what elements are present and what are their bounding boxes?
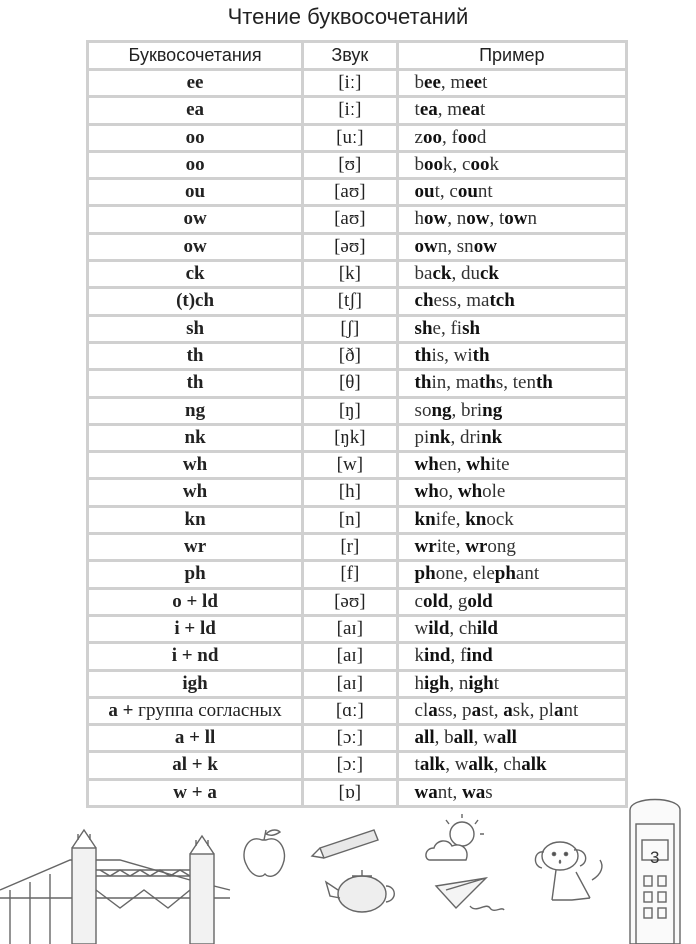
cell-combination: i + nd bbox=[89, 644, 304, 671]
table-row bbox=[89, 98, 628, 125]
cell-example: write, wrong bbox=[399, 535, 628, 562]
cell-combination: ee bbox=[89, 71, 304, 98]
page-number: 3 bbox=[650, 848, 660, 867]
cell-combination: wh bbox=[89, 453, 304, 480]
cell-sound: [əʊ] bbox=[304, 235, 398, 262]
cell-example: class, past, ask, plant bbox=[399, 699, 628, 726]
cell-sound: [h] bbox=[304, 480, 398, 507]
cell-sound: [aʊ] bbox=[304, 180, 398, 207]
cell-example: who, whole bbox=[399, 480, 628, 507]
table-row bbox=[89, 399, 628, 426]
cell-combination: ck bbox=[89, 262, 304, 289]
cell-combination: oo bbox=[89, 153, 304, 180]
cell-sound: [iː] bbox=[304, 98, 398, 125]
decorative-illustrations bbox=[0, 790, 696, 944]
table-row bbox=[89, 480, 628, 507]
cell-example: back, duck bbox=[399, 262, 628, 289]
cell-example: knife, knock bbox=[399, 508, 628, 535]
cell-example: this, with bbox=[399, 344, 628, 371]
pencil-icon bbox=[312, 830, 378, 858]
table-row bbox=[89, 726, 628, 753]
cell-sound: [n] bbox=[304, 508, 398, 535]
cell-sound: [ɔː] bbox=[304, 726, 398, 753]
cell-example: talk, walk, chalk bbox=[399, 753, 628, 780]
teapot-icon bbox=[326, 870, 394, 912]
cell-combination: a + группа согласных bbox=[89, 699, 304, 726]
table-row bbox=[89, 126, 628, 153]
cell-combination: ow bbox=[89, 235, 304, 262]
header-combinations: Буквосочетания bbox=[89, 43, 304, 71]
cell-combination: al + k bbox=[89, 753, 304, 780]
table-row bbox=[89, 289, 628, 316]
cell-combination: ou bbox=[89, 180, 304, 207]
table-row bbox=[89, 262, 628, 289]
cell-sound: [ɒ] bbox=[304, 781, 398, 808]
cell-example: how, now, town bbox=[399, 207, 628, 234]
cell-example: phone, elephant bbox=[399, 562, 628, 589]
table-row bbox=[89, 153, 628, 180]
table-row bbox=[89, 699, 628, 726]
cell-combination: th bbox=[89, 371, 304, 398]
cell-sound: [aɪ] bbox=[304, 644, 398, 671]
cell-combination: oo bbox=[89, 126, 304, 153]
cell-example: high, night bbox=[399, 672, 628, 699]
page-title: Чтение буквосочетаний bbox=[227, 4, 469, 29]
cell-sound: [aʊ] bbox=[304, 207, 398, 234]
tower-bridge-icon bbox=[0, 830, 230, 944]
cell-sound: [aɪ] bbox=[304, 617, 398, 644]
cell-sound: [ʃ] bbox=[304, 317, 398, 344]
cell-sound: [tʃ] bbox=[304, 289, 398, 316]
cell-sound: [əʊ] bbox=[304, 590, 398, 617]
cell-combination: (t)ch bbox=[89, 289, 304, 316]
table-row bbox=[89, 644, 628, 671]
cell-example: out, count bbox=[399, 180, 628, 207]
paper-plane-icon bbox=[436, 878, 504, 910]
cell-sound: [ɑː] bbox=[304, 699, 398, 726]
cell-combination: ng bbox=[89, 399, 304, 426]
cell-combination: wh bbox=[89, 480, 304, 507]
phone-box-icon bbox=[630, 800, 680, 944]
apple-icon bbox=[244, 830, 285, 876]
cell-example: when, white bbox=[399, 453, 628, 480]
cell-sound: [ɔː] bbox=[304, 753, 398, 780]
cell-combination: th bbox=[89, 344, 304, 371]
cell-example: wild, child bbox=[399, 617, 628, 644]
cell-sound: [ʊ] bbox=[304, 153, 398, 180]
cell-sound: [ð] bbox=[304, 344, 398, 371]
puppy-icon bbox=[535, 842, 602, 900]
table-row bbox=[89, 453, 628, 480]
table-row bbox=[89, 617, 628, 644]
table-row bbox=[89, 753, 628, 780]
cell-example: all, ball, wall bbox=[399, 726, 628, 753]
cell-combination: a + ll bbox=[89, 726, 304, 753]
cell-combination: w + a bbox=[89, 781, 304, 808]
table-row bbox=[89, 590, 628, 617]
header-example: Пример bbox=[399, 43, 628, 71]
cell-example: song, bring bbox=[399, 399, 628, 426]
cell-example: bee, meet bbox=[399, 71, 628, 98]
cell-combination: igh bbox=[89, 672, 304, 699]
cell-combination: wr bbox=[89, 535, 304, 562]
cell-example: cold, gold bbox=[399, 590, 628, 617]
letter-combinations-table bbox=[86, 40, 628, 808]
cell-sound: [k] bbox=[304, 262, 398, 289]
cell-sound: [ŋk] bbox=[304, 426, 398, 453]
cell-sound: [r] bbox=[304, 535, 398, 562]
cell-example: chess, match bbox=[399, 289, 628, 316]
cell-sound: [iː] bbox=[304, 71, 398, 98]
cell-example: own, snow bbox=[399, 235, 628, 262]
table-row bbox=[89, 672, 628, 699]
cell-sound: [aɪ] bbox=[304, 672, 398, 699]
cell-example: zoo, food bbox=[399, 126, 628, 153]
cell-combination: kn bbox=[89, 508, 304, 535]
table-row bbox=[89, 344, 628, 371]
cell-sound: [ŋ] bbox=[304, 399, 398, 426]
table-row bbox=[89, 71, 628, 98]
table-row bbox=[89, 207, 628, 234]
cell-combination: sh bbox=[89, 317, 304, 344]
table-header-row bbox=[89, 43, 628, 71]
cell-example: pink, drink bbox=[399, 426, 628, 453]
cell-combination: ow bbox=[89, 207, 304, 234]
cell-combination: nk bbox=[89, 426, 304, 453]
cell-combination: o + ld bbox=[89, 590, 304, 617]
table-row bbox=[89, 371, 628, 398]
cell-sound: [θ] bbox=[304, 371, 398, 398]
header-sound: Звук bbox=[304, 43, 398, 71]
cell-example: kind, find bbox=[399, 644, 628, 671]
cell-sound: [w] bbox=[304, 453, 398, 480]
cell-example: want, was bbox=[399, 781, 628, 808]
cell-combination: ph bbox=[89, 562, 304, 589]
cell-example: she, fish bbox=[399, 317, 628, 344]
cell-combination: ea bbox=[89, 98, 304, 125]
table-row bbox=[89, 508, 628, 535]
cell-example: tea, meat bbox=[399, 98, 628, 125]
cell-sound: [f] bbox=[304, 562, 398, 589]
cell-example: thin, maths, tenth bbox=[399, 371, 628, 398]
table-row bbox=[89, 317, 628, 344]
table-row bbox=[89, 562, 628, 589]
cloud-sun-icon bbox=[426, 814, 484, 860]
cell-sound: [uː] bbox=[304, 126, 398, 153]
table-row bbox=[89, 426, 628, 453]
table-row bbox=[89, 535, 628, 562]
cell-combination: i + ld bbox=[89, 617, 304, 644]
table-row bbox=[89, 180, 628, 207]
cell-example: book, cook bbox=[399, 153, 628, 180]
table-row bbox=[89, 235, 628, 262]
